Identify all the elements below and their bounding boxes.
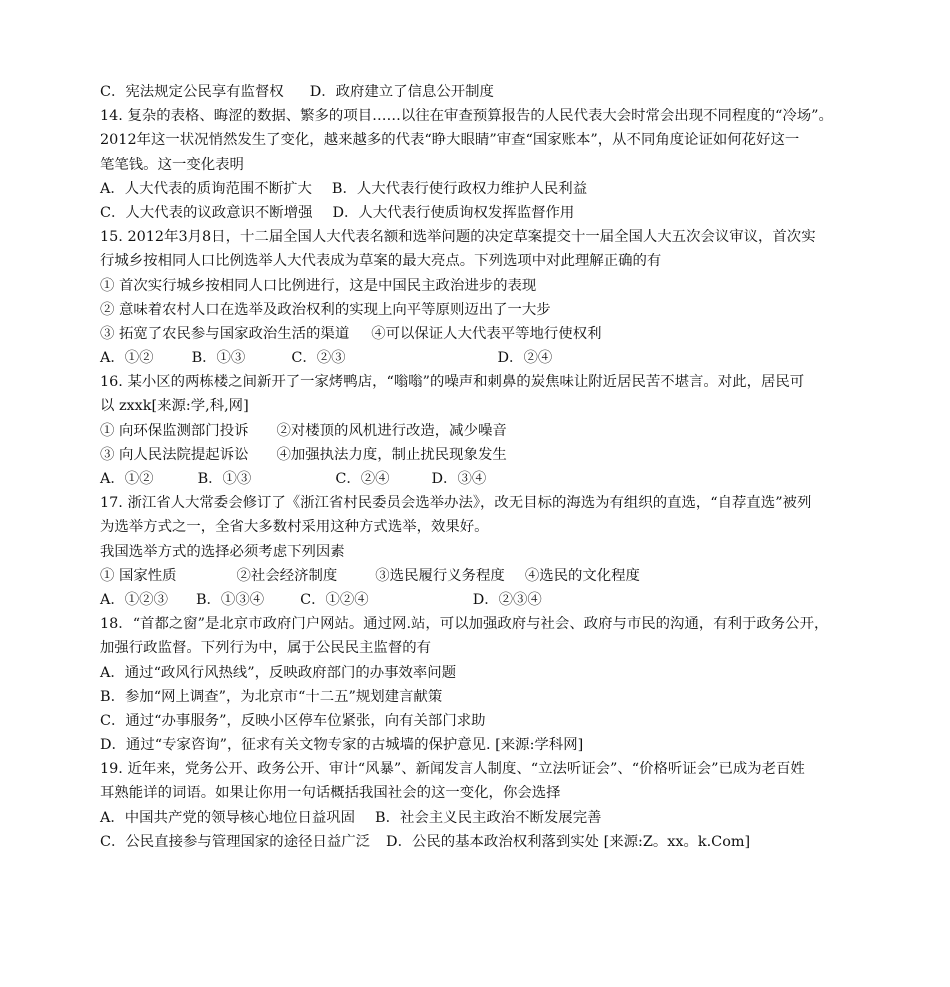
- option-c: C．①②④: [300, 591, 369, 608]
- option-c: C．②③: [291, 350, 346, 367]
- line-19: [100, 515, 870, 539]
- line-9: [100, 274, 870, 298]
- line-16: [100, 443, 870, 467]
- statement-4: ④加强执法力度，制止扰民现象发生: [276, 446, 507, 463]
- option-c: C．通过“办事服务”，反映小区停车位紧张，向有关部门求助: [100, 712, 486, 729]
- line-13: [100, 370, 870, 394]
- statement-1: ① 国家性质: [100, 567, 177, 584]
- question-17-stem: 我国选举方式的选择必须考虑下列因素: [100, 543, 345, 560]
- line-28: [100, 733, 870, 757]
- option-c: C．②④: [335, 471, 390, 487]
- question-16-stem: 16. 某小区的两栋楼之间新开了一家烤鸭店，“嗡嗡”的噪声和刺鼻的炭焦味让附近居民苦不堪言。对此，居民可: [100, 374, 805, 391]
- option-a: A．①②: [100, 350, 154, 367]
- line-17: [100, 467, 870, 491]
- question-17-stem: 17. 浙江省人大常委会修订了《浙江省村民委员会选举办法》，改无目标的海选为有组织的直选，“自荐直选”被列: [100, 495, 812, 512]
- question-16-stem: 以 zxxk[来源:学,科,网]: [100, 398, 249, 415]
- statement-2: ②对楼顶的风机进行改造，减少噪音: [276, 422, 507, 439]
- line-6: [100, 201, 870, 225]
- line-30: [100, 781, 870, 805]
- line-20: [100, 540, 870, 564]
- option-d: D．政府建立了信息公开制度: [309, 84, 494, 100]
- line-12: [100, 346, 870, 370]
- line-5: [100, 177, 870, 201]
- line-18: [100, 491, 870, 515]
- line-2: [100, 104, 870, 128]
- question-14-stem: 14. 复杂的表格、晦涩的数据、繁多的项目……以往在审查预算报告的人民代表大会时常会出现不同程度的“冷场”。: [100, 108, 833, 125]
- option-d: D．公民的基本政治权利落到实处 [来源:Z。xx。k.Com]: [386, 833, 751, 850]
- line-32: [100, 830, 870, 854]
- line-27: [100, 709, 870, 733]
- line-24: [100, 636, 870, 660]
- option-b: B．参加“网上调查”，为北京市“十二五”规划建言献策: [100, 688, 443, 705]
- line-10: [100, 298, 870, 322]
- line-23: [100, 612, 870, 636]
- question-15-stem: 行城乡按相同人口比例选举人大代表成为草案的最大亮点。下列选项中对此理解正确的有: [100, 253, 662, 270]
- statement-3: ③选民履行义务程度: [375, 567, 505, 584]
- question-19-stem: 19. 近年来，党务公开、政务公开、审计“风暴”、新闻发言人制度、“立法听证会”、“价格听证会”已成为老百姓: [100, 761, 805, 778]
- option-d: D．人大代表行使质询权发挥监督作用: [332, 204, 575, 221]
- option-d: D．②③④: [472, 591, 542, 608]
- line-21: [100, 564, 870, 588]
- option-d: D．②④: [497, 350, 553, 367]
- line-26: [100, 685, 870, 709]
- option-c: C．宪法规定公民享有监督权: [100, 84, 284, 100]
- option-d: D．通过“专家咨询”，征求有关文物专家的古城墙的保护意见. [来源:学科网]: [100, 737, 584, 754]
- question-18-stem: 18．“首都之窗”是北京市政府门户网站。通过网.站，可以加强政府与社会、政府与市民的沟通，有利于政务公开，: [100, 616, 829, 633]
- option-a: A．①②③: [100, 591, 168, 608]
- statement-3: ③ 向人民法院提起诉讼: [100, 446, 249, 463]
- option-b: B．①③: [197, 471, 252, 487]
- line-8: [100, 249, 870, 273]
- line-7: [100, 225, 870, 249]
- statement-2: ② 意味着农村人口在选举及政治权利的实现上向平等原则迈出了一大步: [100, 301, 551, 318]
- line-22: [100, 588, 870, 612]
- option-a: A．中国共产党的领导核心地位日益巩固: [100, 809, 356, 826]
- statement-1: ① 向环保监测部门投诉: [100, 422, 249, 439]
- document-page: [100, 80, 870, 854]
- line-15: [100, 419, 870, 443]
- option-d: D．③④: [431, 471, 487, 487]
- line-25: [100, 661, 870, 685]
- option-a: A．人大代表的质询范围不断扩大: [100, 180, 312, 197]
- option-b: B．社会主义民主政治不断发展完善: [375, 809, 602, 826]
- option-b: B．①③④: [195, 591, 265, 608]
- option-b: B．人大代表行使行政权力维护人民利益: [331, 180, 588, 197]
- option-b: B．①③: [191, 350, 246, 367]
- line-11: [100, 322, 870, 346]
- statement-1: ① 首次实行城乡按相同人口比例进行，这是中国民主政治进步的表现: [100, 277, 537, 294]
- option-a: A．通过“政风行风热线”，反映政府部门的办事效率问题: [100, 664, 457, 681]
- option-c: C．人大代表的议政意识不断增强: [100, 204, 313, 221]
- line-14: [100, 394, 870, 418]
- statement-3: ③ 拓宽了农民参与国家政治生活的渠道: [100, 325, 350, 342]
- line-3: [100, 128, 870, 152]
- line-31: [100, 806, 870, 830]
- question-18-stem: 加强行政监督。下列行为中，属于公民民主监督的有: [100, 640, 431, 657]
- statement-4: ④选民的文化程度: [524, 567, 640, 584]
- question-15-stem: 15. 2012年3月8日，十二届全国人大代表名额和选举问题的决定草案提交十一届全国人大五次会议审议，首次实: [100, 229, 816, 246]
- question-19-stem: 耳熟能详的词语。如果让你用一句话概括我国社会的这一变化，你会选择: [100, 785, 561, 802]
- question-14-stem: 2012年这一状况悄然发生了变化，越来越多的代表“睁大眼睛”审查“国家账本”，从不同角度论证如何花好这一: [100, 132, 800, 149]
- statement-2: ②社会经济制度: [236, 567, 338, 584]
- line-1: [100, 80, 870, 104]
- option-c: C．公民直接参与管理国家的途径日益广泛: [100, 833, 371, 850]
- line-29: [100, 757, 870, 781]
- statement-4: ④可以保证人大代表平等地行使权利: [371, 325, 602, 342]
- line-4: [100, 153, 870, 177]
- question-14-stem: 笔笔钱。这一变化表明: [100, 156, 244, 173]
- question-17-stem: 为选举方式之一，全省大多数村采用这种方式选举，效果好。: [100, 519, 489, 536]
- option-a: A．①②: [100, 471, 154, 487]
